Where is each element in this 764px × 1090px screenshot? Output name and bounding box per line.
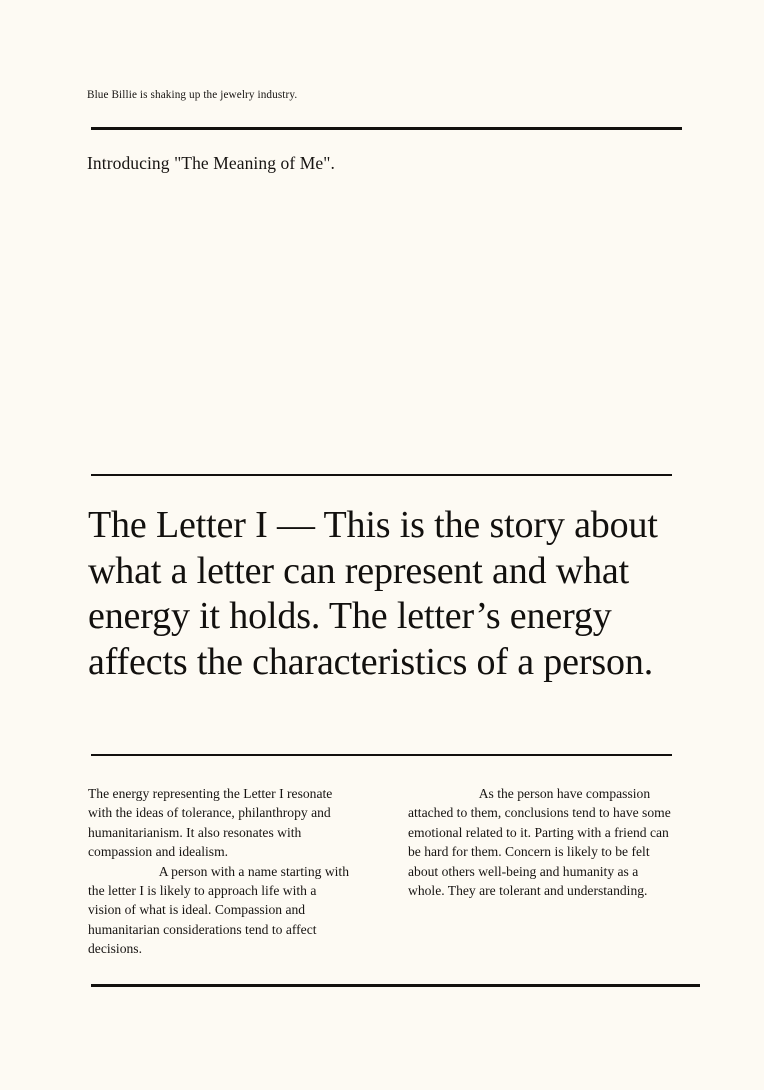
kicker-text: Blue Billie is shaking up the jewelry industry. [87, 89, 298, 101]
article-image-placeholder [91, 188, 672, 463]
body-column-left [88, 784, 350, 959]
body-paragraph: As the person have compassion attached to them, conclusions tend to have some emotional related to it. Parting with a friend can be hard for them. Concern is likely to be felt about others well-being and humanity as a whole. They are tolerant and understanding. [408, 786, 671, 899]
subheadline-text: Introducing "The Meaning of Me". [87, 153, 335, 173]
divider-rule-below-headline [91, 754, 672, 756]
divider-rule-bottom [91, 984, 700, 987]
article-body-columns [88, 784, 678, 974]
body-column-right [408, 784, 678, 900]
divider-rule-top [91, 127, 682, 130]
body-paragraph: The energy representing the Letter I resonate with the ideas of tolerance, philanthropy and humanitarianism. It also resonates with compassion and idealism. [88, 786, 333, 860]
divider-rule-above-headline [91, 474, 672, 476]
page-title: The Letter I — This is the story about what a letter can represent and what energy it holds. The letter’s energy affects the characteristics of a person. [88, 504, 658, 683]
body-paragraph: A person with a name starting with the letter I is likely to approach life with a vision of what is ideal. Compassion and humanitarian considerations tend to affect decisions. [88, 863, 349, 957]
